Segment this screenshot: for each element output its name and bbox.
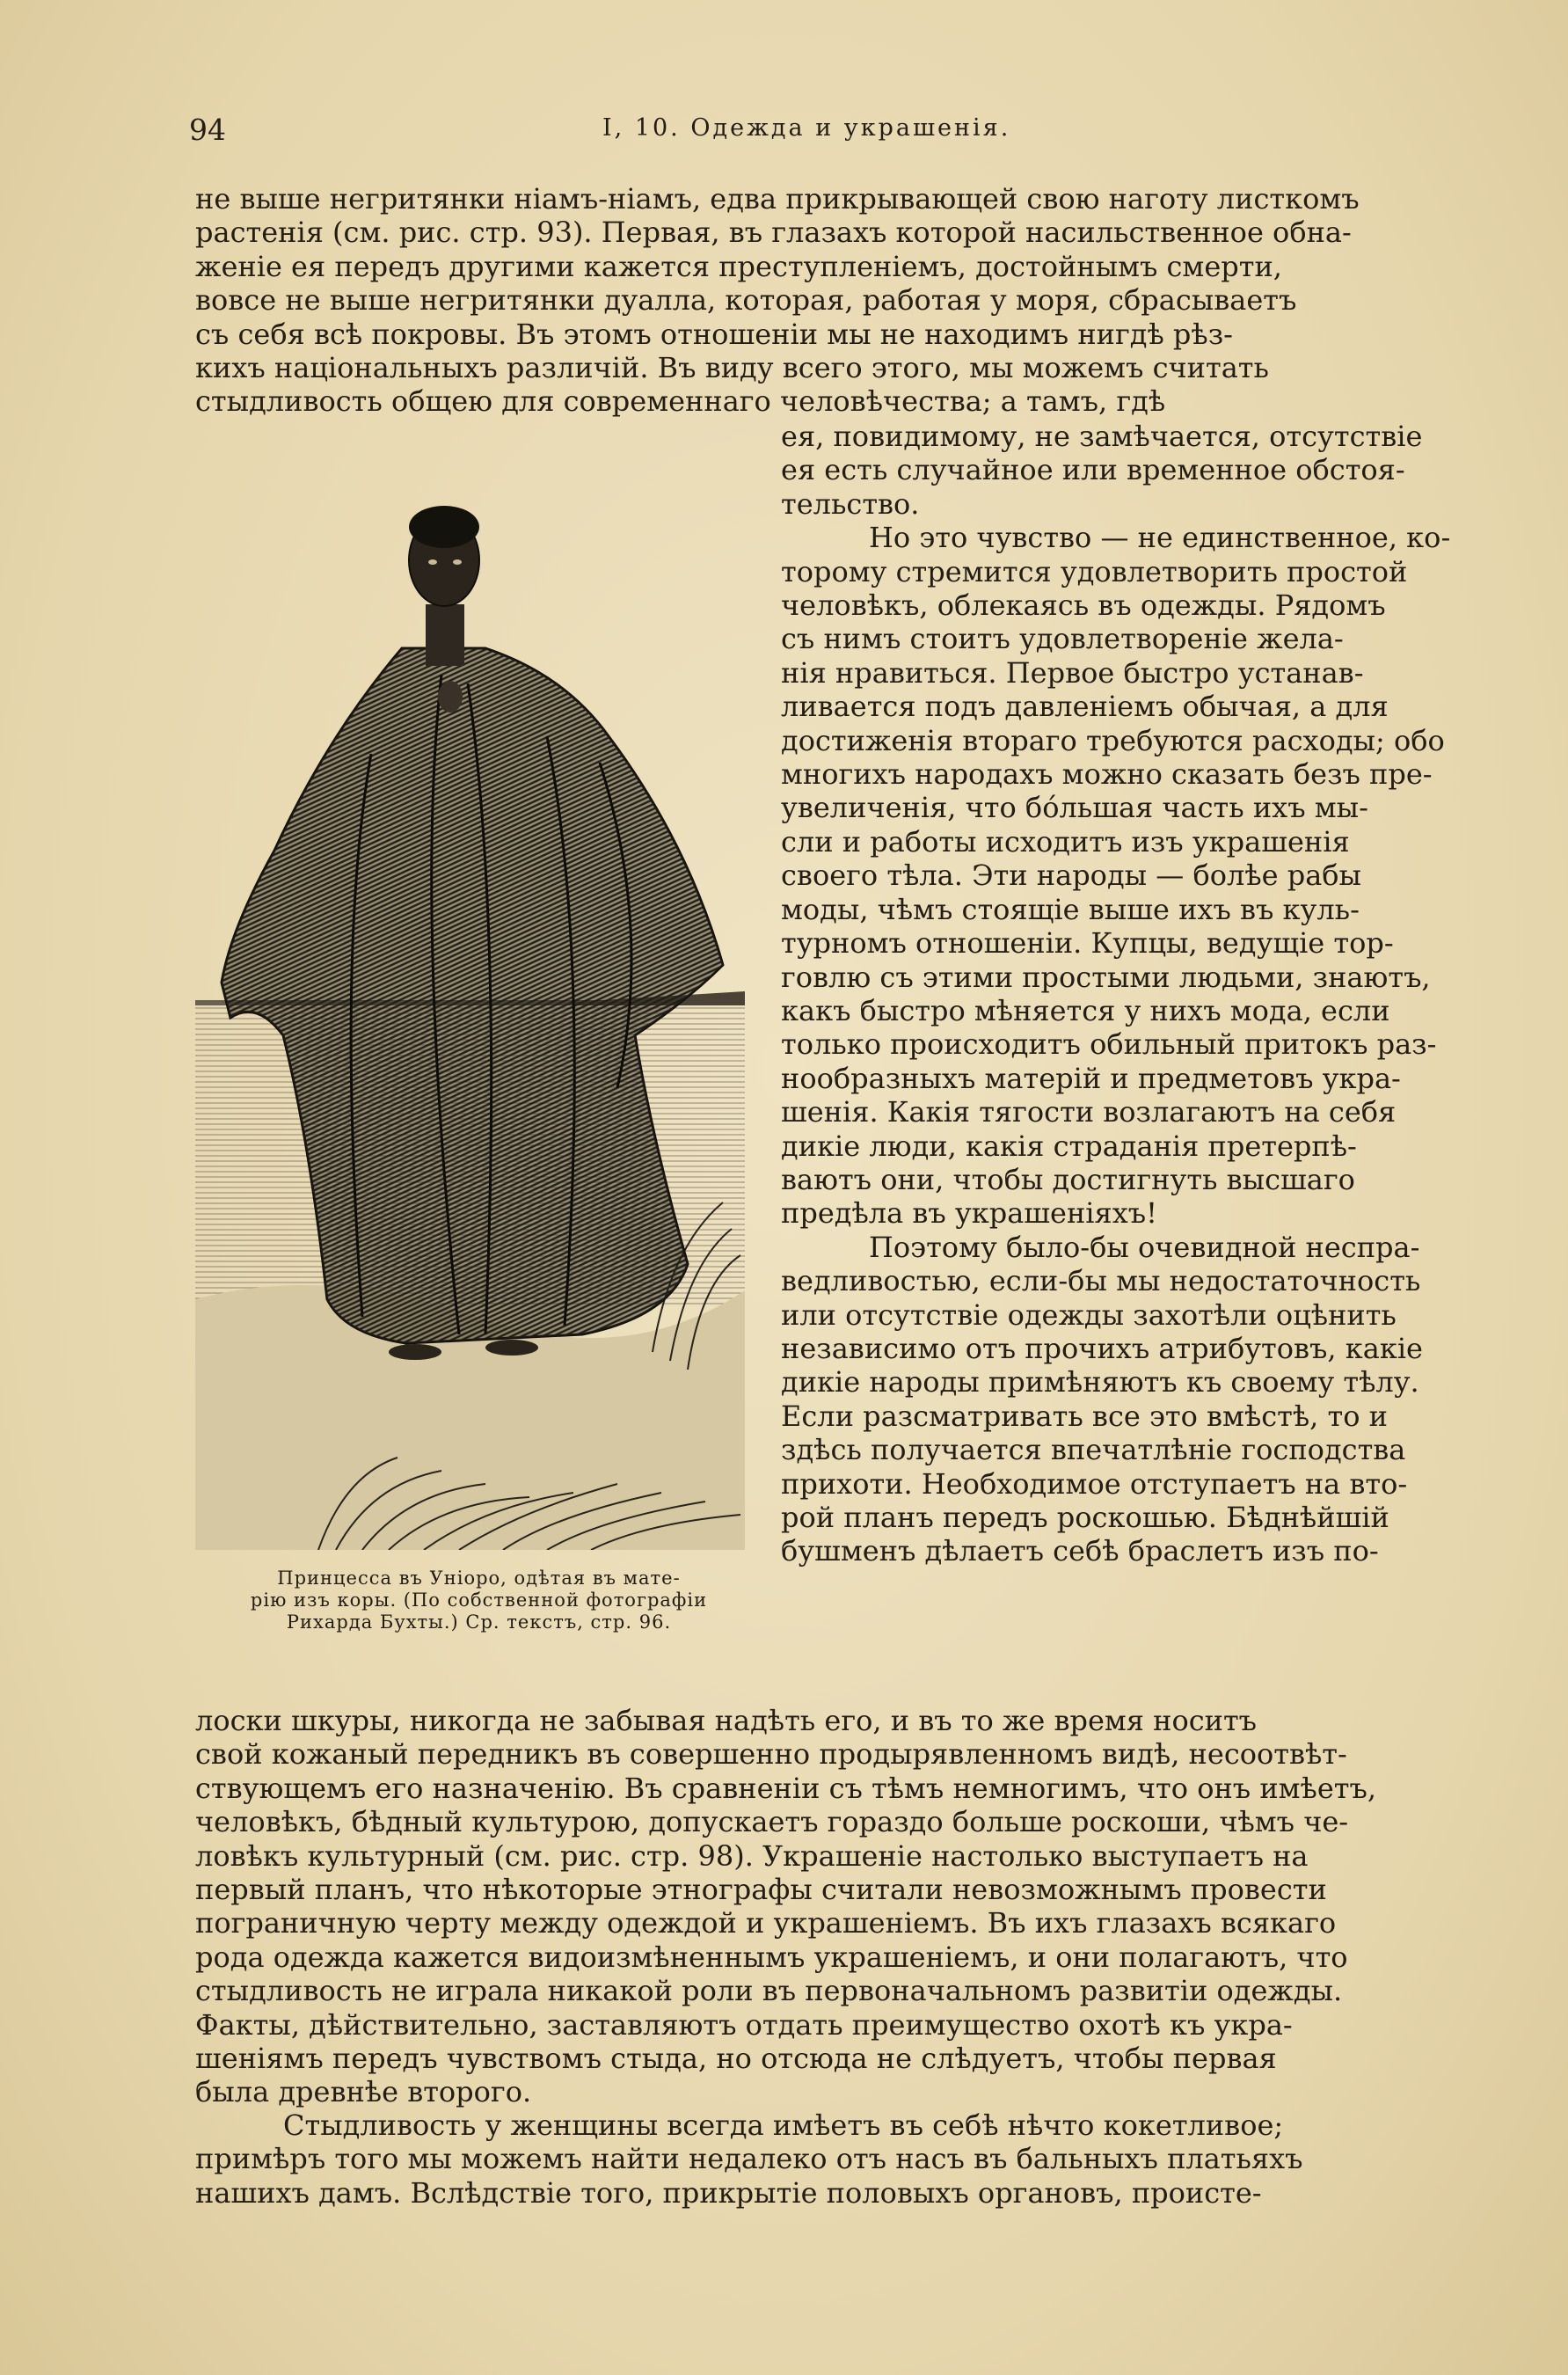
figure-caption bbox=[195, 1568, 762, 1633]
text-line: шенія. Какія тягости возлагаютъ на себя bbox=[781, 1095, 1397, 1129]
text-line: Но это чувство — не единственное, ко- bbox=[869, 521, 1451, 555]
page-number: 94 bbox=[189, 113, 226, 147]
running-title: I, 10. Одежда и украшенія. bbox=[602, 114, 1011, 142]
text-line: человѣкъ, облекаясь въ одежды. Рядомъ bbox=[781, 588, 1386, 623]
text-line: Если разсматривать все это вмѣстѣ, то и bbox=[781, 1399, 1388, 1433]
text-line: турномъ отношеніи. Купцы, ведущіе тор- bbox=[781, 926, 1394, 961]
text-line: ливается подъ давленіемъ обычая, а для bbox=[781, 690, 1389, 724]
text-line: съ себя всѣ покровы. Въ этомъ отношеніи мы не находимъ нигдѣ рѣз- bbox=[195, 317, 1233, 351]
text-line: ея есть случайное или временное обстоя- bbox=[781, 453, 1405, 487]
text-line: тельство. bbox=[781, 486, 920, 521]
caption-line: Принцесса въ Уніоро, одѣтая въ мате- bbox=[277, 1568, 681, 1589]
text-line: моды, чѣмъ стоящіе выше ихъ въ куль- bbox=[781, 892, 1360, 926]
right-eye bbox=[453, 559, 462, 565]
paragraph-3 bbox=[195, 1704, 1514, 2108]
text-line: пограничную черту между одеждой и украшеніемъ. Въ ихъ глазахъ всякаго bbox=[195, 1906, 1337, 1940]
text-line: предѣла въ украшеніяхъ! bbox=[781, 1196, 1157, 1231]
page-header bbox=[189, 113, 1508, 148]
text-line: свой кожаный передникъ въ совершенно продырявленномъ видѣ, несоотвѣт- bbox=[195, 1737, 1347, 1772]
text-line: какъ быстро мѣняется у нихъ мода, если bbox=[781, 993, 1390, 1027]
text-line: нообразныхъ матерій и предметовъ укра- bbox=[781, 1061, 1401, 1095]
left-foot bbox=[389, 1344, 441, 1360]
caption-line: Рихарда Бухты.) Ср. текстъ, стр. 96. bbox=[286, 1611, 672, 1633]
text-line: дикіе люди, какія страданія претерпѣ- bbox=[781, 1129, 1357, 1163]
text-line: первый планъ, что нѣкоторые этнографы считали невозможнымъ провести bbox=[195, 1873, 1327, 1907]
illustration-engraving bbox=[195, 472, 745, 1550]
text-line: говлю съ этими простыми людьми, знаютъ, bbox=[781, 960, 1431, 994]
text-line: кихъ національныхъ различій. Въ виду всего этого, мы можемъ считать bbox=[195, 351, 1269, 385]
text-line: рой планъ передъ роскошью. Бѣднѣйшій bbox=[781, 1501, 1389, 1534]
text-line: здѣсь получается впечатлѣніе господства bbox=[781, 1433, 1406, 1467]
text-line: ловѣкъ культурный (см. рис. стр. 98). Украшеніе настолько выступаетъ на bbox=[195, 1838, 1309, 1873]
text-line: прихоти. Необходимое отступаетъ на вто- bbox=[781, 1466, 1408, 1501]
text-line: рода одежда кажется видоизмѣненнымъ украшеніемъ, и они полагаютъ, что bbox=[195, 1940, 1348, 1974]
text-line: была древнѣе второго. bbox=[195, 2075, 532, 2109]
text-line: бушменъ дѣлаетъ себѣ браслетъ изъ по- bbox=[781, 1534, 1379, 1568]
text-line: или отсутствіе одежды захотѣли оцѣнить bbox=[781, 1297, 1397, 1332]
hand bbox=[438, 681, 463, 712]
text-line: торому стремится удовлетворить простой bbox=[781, 554, 1408, 588]
paragraph-1 bbox=[195, 182, 1514, 420]
caption-line: рію изъ коры. (По собственной фотографіи bbox=[250, 1589, 708, 1611]
text-line: ея, повидимому, не замѣчается, отсутствіе bbox=[781, 420, 1423, 453]
text-line: съ нимъ стоитъ удовлетвореніе жела- bbox=[781, 622, 1344, 656]
left-eye bbox=[428, 559, 437, 565]
text-line: Поэтому было-бы очевидной неспра- bbox=[869, 1230, 1420, 1264]
illustration-princess bbox=[195, 472, 745, 1550]
right-foot bbox=[485, 1340, 538, 1356]
text-line: многихъ народахъ можно сказать безъ пре- bbox=[781, 757, 1433, 792]
text-line: Факты, дѣйствительно, заставляютъ отдать преимущество охотѣ къ укра- bbox=[195, 2007, 1293, 2042]
paragraph-4 bbox=[195, 2108, 1514, 2232]
text-line: только происходитъ обильный притокъ раз- bbox=[781, 1027, 1437, 1062]
text-line: своего тѣла. Эти народы — болѣе рабы bbox=[781, 859, 1362, 893]
text-line: вовсе не выше негритянки дуалла, которая, работая у моря, сбрасываетъ bbox=[195, 283, 1297, 318]
text-line: стыдливость не играла никакой роли въ первоначальномъ развитіи одежды. bbox=[195, 1974, 1343, 2008]
text-line: шеніямъ передъ чувствомъ стыда, но отсюда не слѣдуетъ, чтобы первая bbox=[195, 2042, 1277, 2076]
text-line: независимо отъ прочихъ атрибутовъ, какіе bbox=[781, 1331, 1423, 1365]
paragraph-2-column bbox=[781, 420, 1515, 1704]
text-line: примѣръ того мы можемъ найти недалеко отъ насъ въ бальныхъ платьяхъ bbox=[195, 2142, 1303, 2176]
hair bbox=[409, 506, 479, 548]
text-line: достиженія втораго требуются расходы; обо bbox=[781, 723, 1445, 757]
text-line: стыдливость общею для современнаго человѣчества; а тамъ, гдѣ bbox=[195, 384, 1166, 419]
text-line: ваютъ они, чтобы достигнуть высшаго bbox=[781, 1162, 1355, 1196]
neck bbox=[426, 604, 464, 666]
text-line: растенія (см. рис. стр. 93). Первая, въ глазахъ которой насильственное обна- bbox=[195, 216, 1352, 250]
text-line: человѣкъ, бѣдный культурою, допускаетъ гораздо больше роскоши, чѣмъ че- bbox=[195, 1805, 1349, 1839]
text-line: нія нравиться. Первое быстро устанав- bbox=[781, 655, 1364, 690]
text-line: сли и работы исходитъ изъ украшенія bbox=[781, 824, 1350, 859]
text-line: дикіе народы примѣняютъ къ своему тѣлу. bbox=[781, 1365, 1419, 1399]
text-line: не выше негритянки ніамъ-ніамъ, едва прикрывающей свою наготу листкомъ bbox=[195, 182, 1360, 216]
text-line: лоски шкуры, никогда не забывая надѣть его, и въ то же время носитъ bbox=[195, 1704, 1258, 1737]
text-line: нашихъ дамъ. Вслѣдствіе того, прикрытіе половыхъ органовъ, происте- bbox=[195, 2175, 1262, 2210]
text-line: ствующемъ его назначенію. Въ сравненіи съ тѣмъ немногимъ, что онъ имѣетъ, bbox=[195, 1771, 1376, 1805]
text-line: увеличенія, что бóльшая часть ихъ мы- bbox=[781, 791, 1368, 825]
text-line: женіе ея передъ другими кажется преступленіемъ, достойнымъ смерти, bbox=[195, 249, 1282, 283]
text-line: ведливостью, если-бы мы недостаточность bbox=[781, 1264, 1421, 1298]
text-line: Стыдливость у женщины всегда имѣетъ въ себѣ нѣчто кокетливое; bbox=[283, 2108, 1284, 2142]
